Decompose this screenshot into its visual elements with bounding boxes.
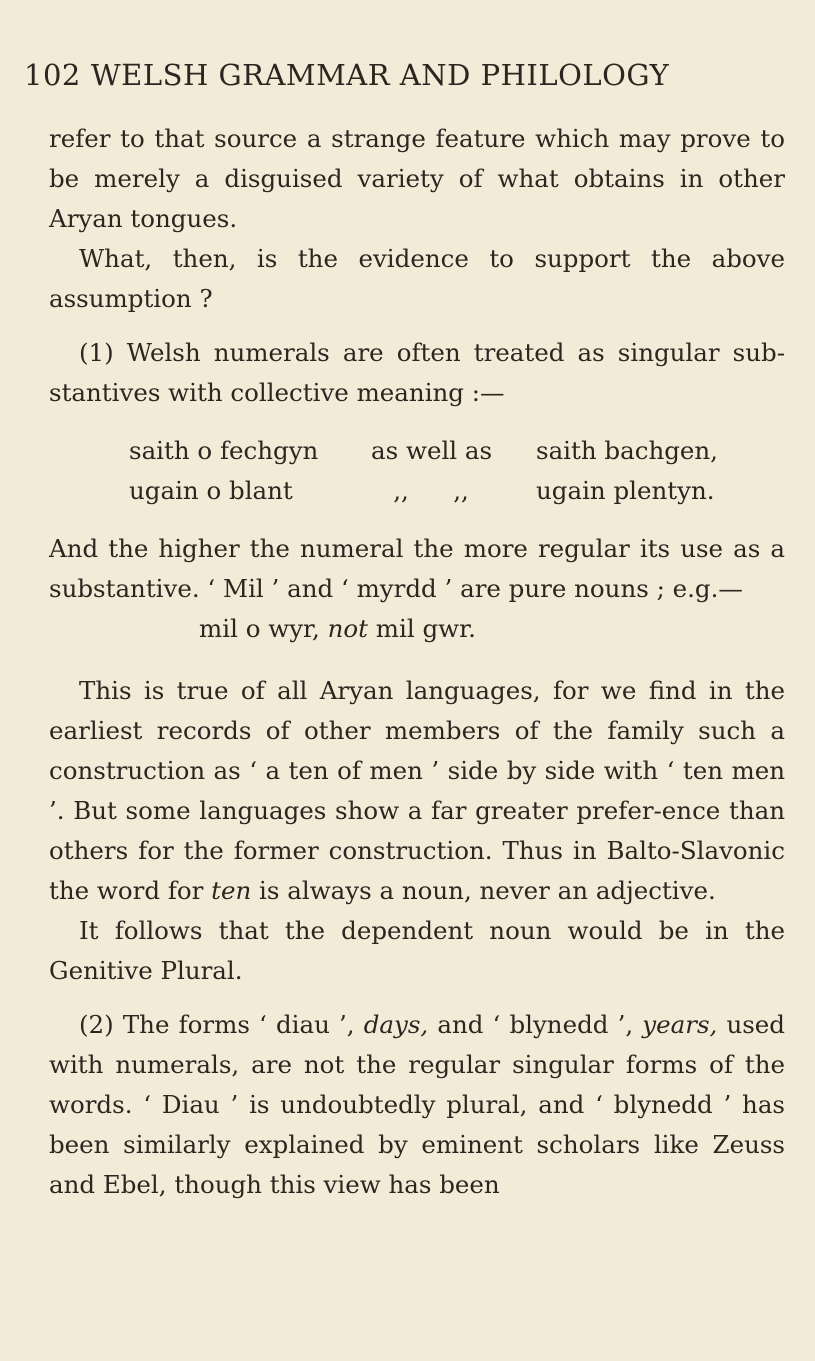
paragraph-6: It follows that the dependent noun would be in the Genitive Plural. bbox=[49, 916, 785, 985]
paragraph-1: refer to that source a strange feature which may prove to be merely a disguised variety of what obtains in other Aryan tongues. bbox=[49, 124, 785, 233]
ditto-mark: ,, bbox=[453, 476, 469, 505]
running-title: WELSH GRAMMAR AND PHILOLOGY bbox=[90, 58, 670, 92]
paragraph-2: What, then, is the evidence to support the above assumption ? bbox=[49, 244, 785, 313]
running-header bbox=[24, 58, 794, 92]
example-mid: as well as bbox=[371, 436, 493, 465]
paragraph-3: (1) Welsh numerals are often treated as singular sub-stantives with collective meaning :— bbox=[49, 338, 785, 407]
example-right: ugain plentyn. bbox=[536, 476, 715, 505]
example-left: ugain o blant bbox=[129, 476, 293, 505]
paragraph-5: This is true of all Aryan languages, for we find in the earliest records of other members of the family such a construction as ‘ a ten of men ’ side by side with ‘ ten men ’. But some languages show a far greater prefer-ence than others for the former construction. Thus in Balto-Slavonic the word for ten is always a noun, never an adjective. bbox=[49, 676, 785, 905]
example-mil: mil o wyr, not mil gwr. bbox=[199, 614, 476, 643]
example-right: saith bachgen, bbox=[536, 436, 718, 465]
example-row bbox=[129, 431, 718, 471]
paragraph-4: And the higher the numeral the more regular its use as a substantive. ‘ Mil ’ and ‘ myrdd ’ are pure nouns ; e.g.— bbox=[49, 534, 785, 603]
numeral-examples-table bbox=[129, 431, 718, 511]
page-number: 102 bbox=[24, 58, 81, 92]
page-body bbox=[49, 119, 785, 1205]
paragraph-7: (2) The forms ‘ diau ’, days, and ‘ blynedd ’, years, used with numerals, are not the regular singular forms of the words. ‘ Diau ’ is undoubtedly plural, and ‘ blynedd ’ has been similarly explained by eminent scholars like Zeuss and Ebel, though this view has been bbox=[49, 1010, 785, 1199]
ditto-mark: ,, bbox=[393, 476, 409, 505]
example-mid-ditto bbox=[371, 471, 536, 511]
example-row bbox=[129, 471, 718, 511]
example-left: saith o fechgyn bbox=[129, 436, 319, 465]
